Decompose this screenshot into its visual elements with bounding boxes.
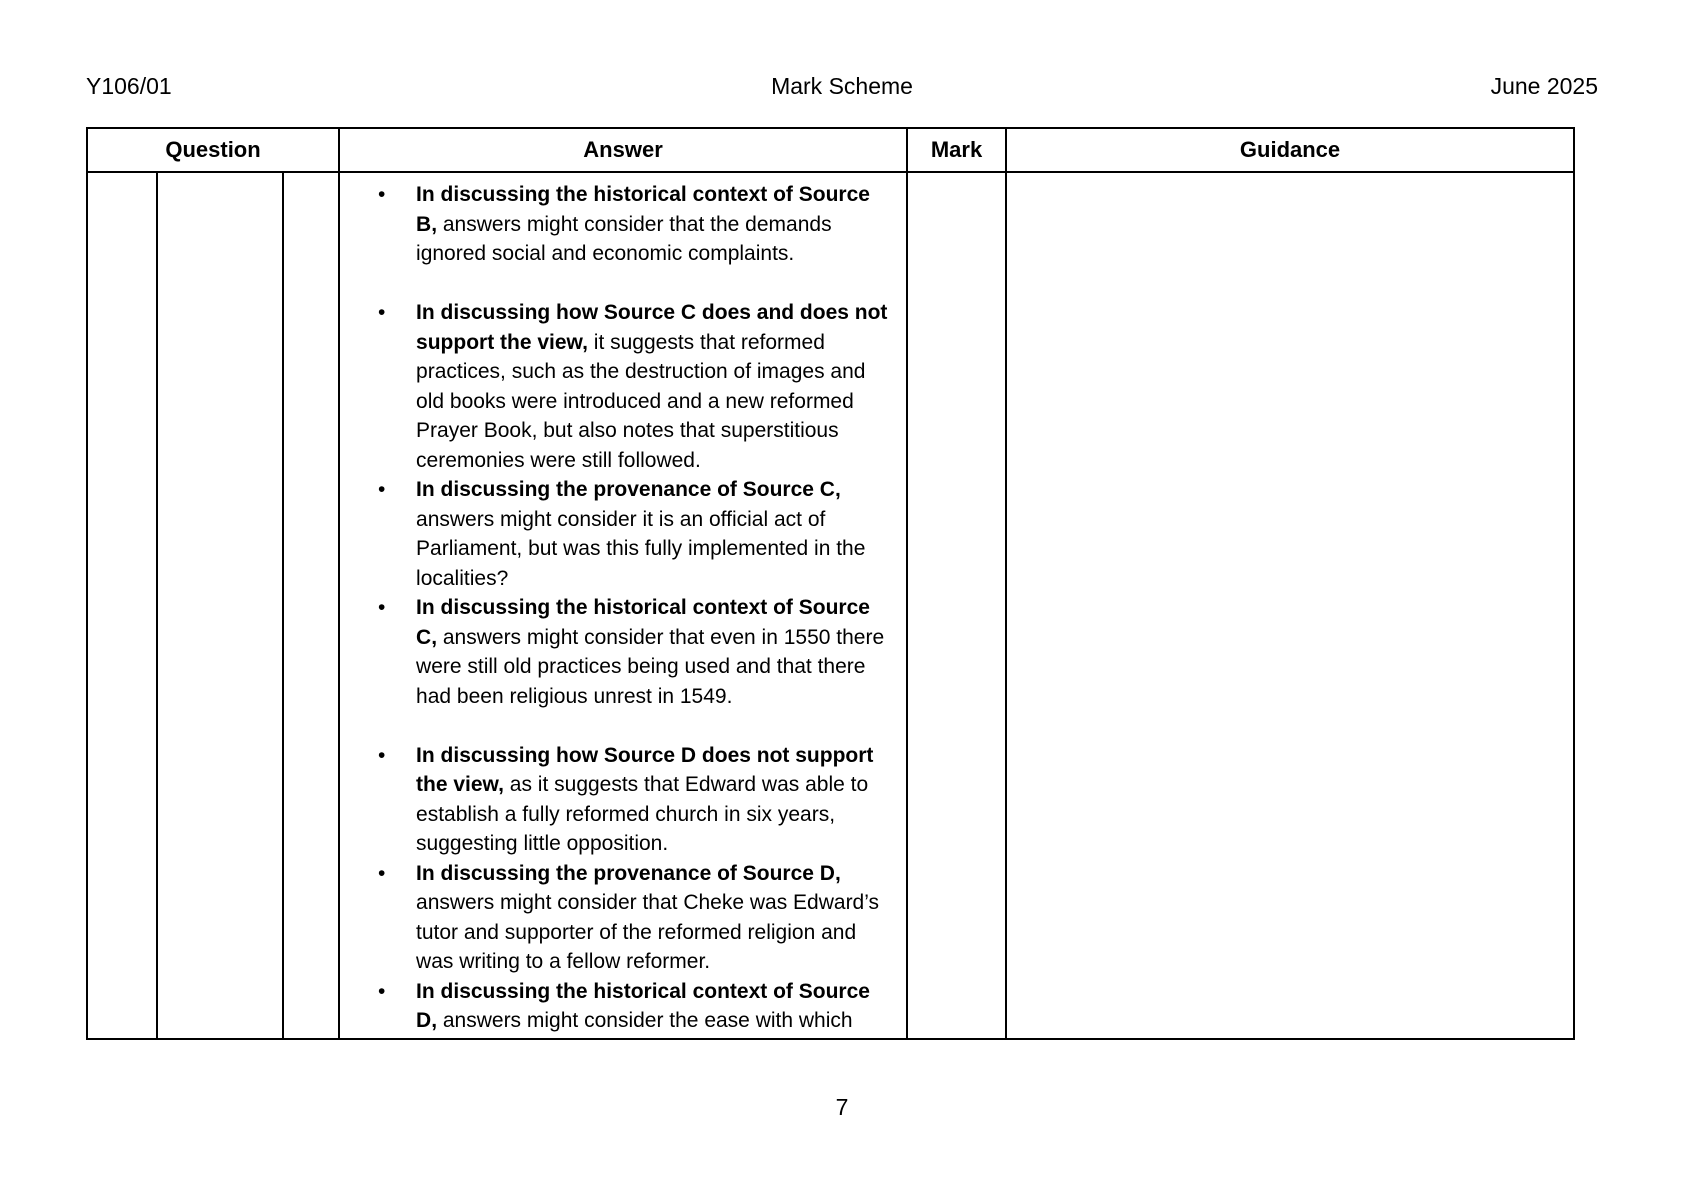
question-part-cell <box>157 172 283 1039</box>
list-item <box>340 859 896 977</box>
question-header: Question <box>87 128 339 172</box>
question-subpart-cell <box>283 172 339 1039</box>
answer-item-text: answers might consider that Cheke was Edward’s tutor and supporter of the reformed religion and was writing to a fellow reformer. <box>416 891 880 973</box>
bullet-icon: • <box>378 743 386 767</box>
answer-item-heading: In discussing the historical context of Source B, <box>416 183 870 236</box>
answer-bullet-list <box>340 180 896 1036</box>
document-title: Mark Scheme <box>771 73 913 99</box>
question-number-cell <box>87 172 157 1039</box>
answer-item-heading: In discussing the historical context of Source C, <box>416 596 870 649</box>
guidance-cell <box>1006 172 1574 1039</box>
answer-item-text: it suggests that reformed practices, such as the destruction of images and old books were introduced and a new reformed Prayer Book, but also notes that superstitious ceremonies were still followed. <box>416 330 866 472</box>
list-item <box>340 475 896 593</box>
bullet-icon: • <box>378 979 386 1003</box>
list-item <box>340 977 896 1036</box>
bullet-icon: • <box>378 861 386 885</box>
list-item <box>340 741 896 859</box>
answer-header: Answer <box>339 128 907 172</box>
answer-item-heading: In discussing how Source D does not support the view, <box>416 743 874 796</box>
bullet-icon: • <box>378 183 386 206</box>
answer-item-heading: In discussing how Source C does and does not support the view, <box>416 301 888 354</box>
document-date: June 2025 <box>1490 73 1598 99</box>
answer-item-heading: In discussing the historical context of Source D, <box>416 979 870 1032</box>
guidance-header: Guidance <box>1006 128 1574 172</box>
list-item <box>340 298 896 475</box>
bullet-icon: • <box>378 596 386 619</box>
bullet-icon: • <box>378 478 386 501</box>
answer-item-text: as it suggests that Edward was able to establish a fully reformed church in six years, suggesting little opposition. <box>416 773 869 855</box>
mark-cell <box>907 172 1006 1039</box>
page-number: 7 <box>835 1094 849 1120</box>
list-item <box>340 180 896 269</box>
mark-scheme-table <box>86 127 1575 1040</box>
answer-cell <box>339 172 907 1039</box>
table-header-row <box>87 128 1574 172</box>
answer-item-heading: In discussing the provenance of Source C, <box>416 478 841 501</box>
answer-item-text: answers might consider that even in 1550 there were still old practices being used and that there had been religious unrest in 1549. <box>416 625 885 708</box>
bullet-icon: • <box>378 301 386 324</box>
document-code: Y106/01 <box>86 73 172 99</box>
answer-item-text: answers might consider it is an official act of Parliament, but was this fully implemented in the localities? <box>416 507 866 590</box>
table-row <box>87 172 1574 1039</box>
answer-item-heading: In discussing the provenance of Source D, <box>416 861 841 885</box>
mark-header: Mark <box>907 128 1006 172</box>
list-item <box>340 593 896 711</box>
answer-item-text: answers might consider the ease with which <box>437 1009 853 1032</box>
answer-item-text: answers might consider that the demands ignored social and economic complaints. <box>416 212 832 265</box>
